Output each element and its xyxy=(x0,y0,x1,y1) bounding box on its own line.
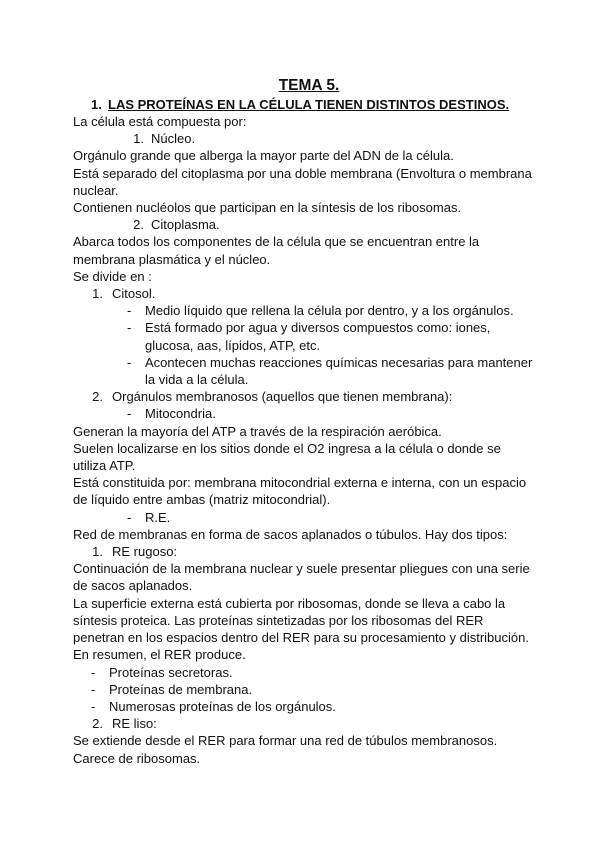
intro-paragraph: La célula está compuesta por: xyxy=(73,114,247,129)
bullet-item xyxy=(73,681,533,698)
paragraph: Abarca todos los componentes de la célula que se encuentran entre la membrana plasmática y el núcleo. xyxy=(73,234,480,267)
bullet-item xyxy=(73,354,533,388)
list-item-citoplasma xyxy=(73,216,533,233)
paragraph: La superficie externa está cubierta por ribosomas, donde se lleva a cabo la síntesis proteica. Las proteínas sintetizadas por los ribosomas del RER penetran en los espacios dentro del RER para su procesamiento y distribución. En resumen, el RER produce. xyxy=(73,595,529,663)
list-number: 1. xyxy=(92,286,103,302)
paragraph: Generan la mayoría del ATP a través de la respiración aeróbica. xyxy=(73,423,442,439)
paragraph: Continuación de la membrana nuclear y suele presentar pliegues con una serie de sacos aplanados. xyxy=(73,561,530,594)
list-item-label: Citoplasma. xyxy=(151,217,220,233)
paragraph: Está separado del citoplasma por una doble membrana (Envoltura o membrana nuclear. xyxy=(73,165,532,198)
bullet-dash: - xyxy=(91,698,96,714)
bullet-item-re xyxy=(73,509,533,526)
section-number: 1. xyxy=(91,97,102,112)
bullet-item xyxy=(73,319,533,353)
bullet-item xyxy=(73,664,533,681)
document-page xyxy=(73,76,533,767)
list-number: 2. xyxy=(133,217,144,233)
paragraph: Red de membranas en forma de sacos aplanados o túbulos. Hay dos tipos: xyxy=(73,526,508,542)
list-number: 1. xyxy=(92,544,103,560)
list-number: 2. xyxy=(92,389,103,405)
bullet-text: Proteínas de membrana. xyxy=(109,681,253,697)
bullet-dash: - xyxy=(127,354,132,370)
section-heading-text: LAS PROTEÍNAS EN LA CÉLULA TIENEN DISTINTOS DESTINOS. xyxy=(108,97,510,112)
list-item-label: RE liso: xyxy=(112,716,157,732)
list-item-label: Citosol. xyxy=(112,286,156,302)
bullet-dash: - xyxy=(127,320,132,336)
bullet-text: Acontecen muchas reacciones químicas necesarias para mantener la vida a la célula. xyxy=(145,354,533,388)
page-title: TEMA 5. xyxy=(278,77,340,94)
bullet-text: Proteínas secretoras. xyxy=(109,664,233,680)
list-item-nucleo xyxy=(73,130,533,147)
bullet-text: Numerosas proteínas de los orgánulos. xyxy=(109,698,336,714)
bullet-item xyxy=(73,302,533,319)
paragraph: Carece de ribosomas. xyxy=(73,750,201,766)
bullet-item-mitocondria xyxy=(73,405,533,422)
list-number: 1. xyxy=(133,131,144,147)
bullet-dash: - xyxy=(127,303,132,319)
bullet-text: Está formado por agua y diversos compuestos como: iones, glucosa, aas, lípidos, ATP, etc. xyxy=(145,320,491,353)
paragraph: Está constituida por: membrana mitocondrial externa e interna, con un espacio de líquido entre ambas (matriz mitocondrial). xyxy=(73,475,527,508)
section-heading xyxy=(73,96,533,113)
list-item-re-rugoso xyxy=(73,543,533,560)
list-item-organulos xyxy=(73,388,533,405)
paragraph: Se divide en : xyxy=(73,268,152,284)
bullet-text: Medio líquido que rellena la célula por dentro, y a los orgánulos. xyxy=(145,303,514,319)
bullet-dash: - xyxy=(91,681,96,697)
list-number: 2. xyxy=(92,716,103,732)
paragraph: Orgánulo grande que alberga la mayor parte del ADN de la célula. xyxy=(73,148,454,164)
list-item-label: RE rugoso: xyxy=(112,544,178,560)
paragraph: Se extiende desde el RER para formar una red de túbulos membranosos. xyxy=(73,733,498,749)
list-item-label: Orgánulos membranosos (aquellos que tienen membrana): xyxy=(112,389,453,405)
bullet-dash: - xyxy=(91,664,96,680)
bullet-text: Mitocondria. xyxy=(145,406,216,422)
bullet-item xyxy=(73,698,533,715)
paragraph: Contienen nucléolos que participan en la síntesis de los ribosomas. xyxy=(73,200,462,216)
list-item-label: Núcleo. xyxy=(151,131,196,147)
list-item-re-liso xyxy=(73,715,533,732)
bullet-dash: - xyxy=(127,406,132,422)
list-item-citosol xyxy=(73,285,533,302)
bullet-dash: - xyxy=(127,509,132,525)
bullet-text: R.E. xyxy=(145,509,171,525)
paragraph: Suelen localizarse en los sitios donde el O2 ingresa a la célula o donde se utiliza ATP. xyxy=(73,440,501,474)
